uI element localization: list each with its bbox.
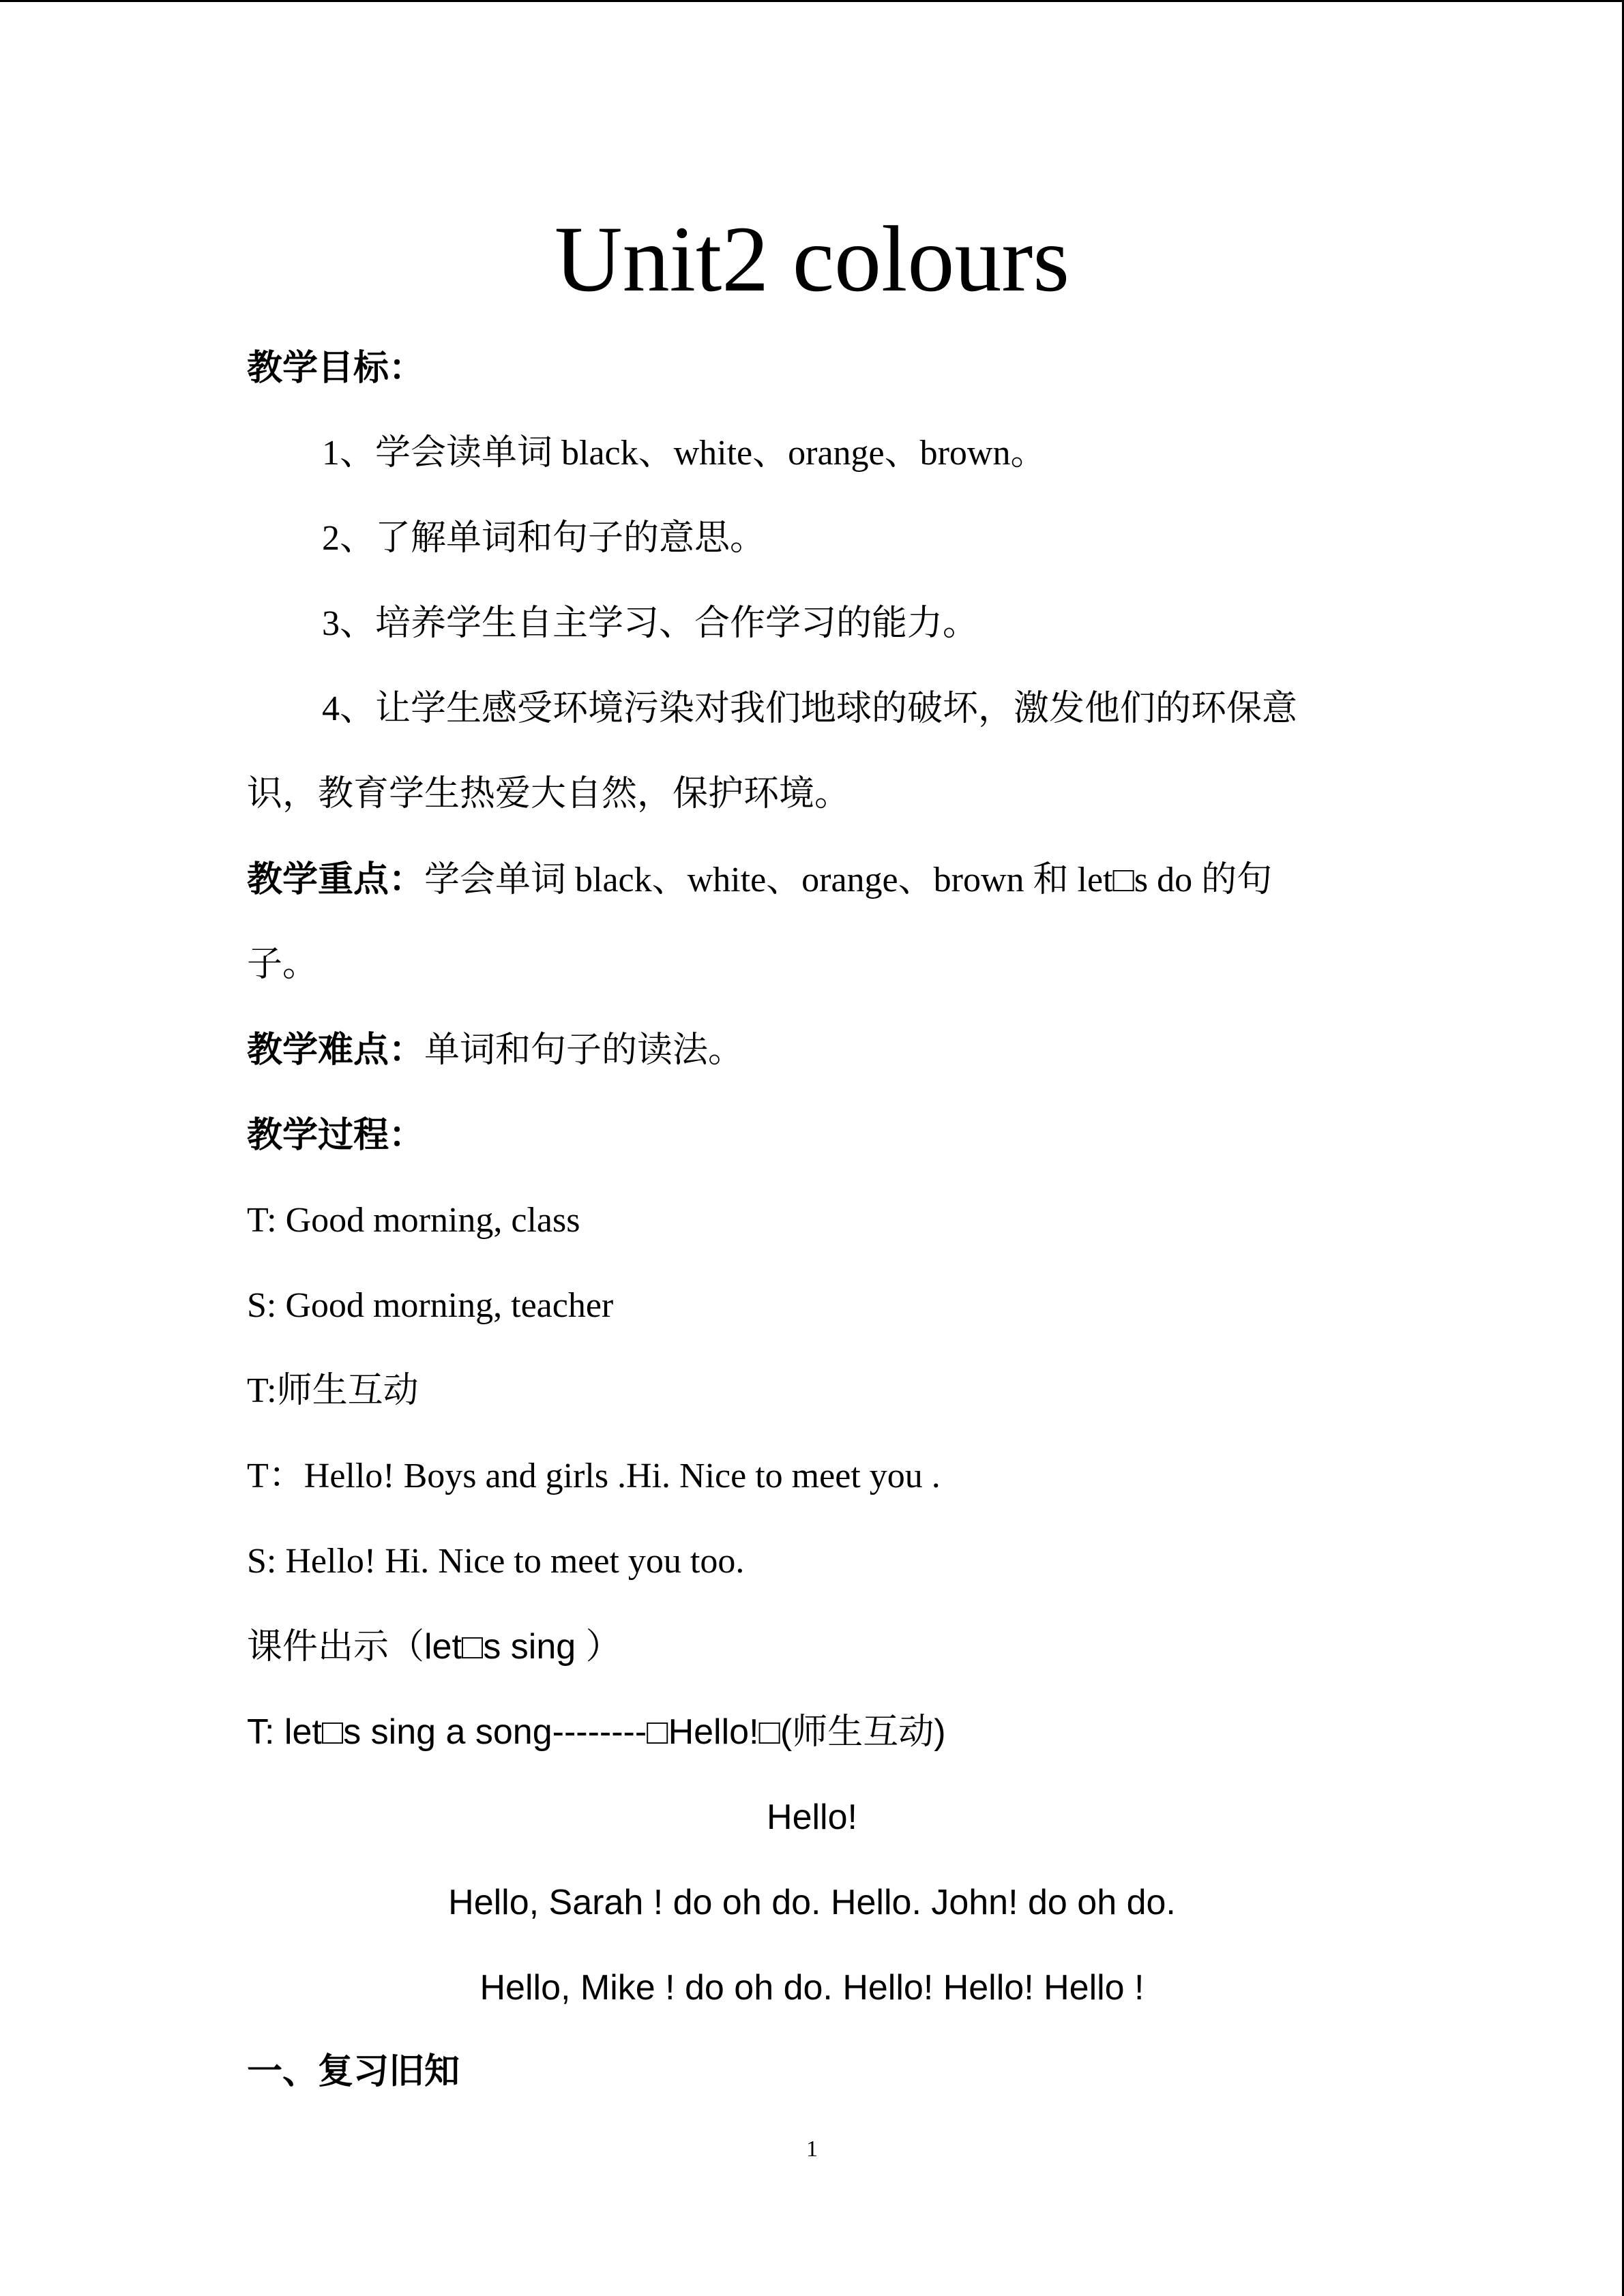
section-one-heading: 一、复习旧知 xyxy=(247,2051,460,2092)
dialogue-line-1: T: Good morning, class xyxy=(247,1201,580,1240)
objectives-heading: 教学目标： xyxy=(247,348,425,389)
difficulties-text: 单词和句子的读法。 xyxy=(424,1031,744,1070)
objective-item-2: 2、了解单词和句子的意思。 xyxy=(322,519,766,558)
dialogue-line-4: T：Hello! Boys and girls .Hi. Nice to meet you . xyxy=(247,1457,941,1495)
objective-item-1: 1、学会读单词 black、white、orange、brown。 xyxy=(322,434,1046,473)
courseware-line: 课件出示（let□s sing ） xyxy=(247,1627,621,1667)
page-top-border xyxy=(0,0,1624,2)
dialogue-line-2: S: Good morning, teacher xyxy=(247,1286,614,1325)
song-title: Hello! xyxy=(767,1798,857,1837)
key-points-text: 学会单词 black、white、orange、brown 和 let□s do 的句 xyxy=(424,861,1273,899)
objective-item-4-continued: 识，教育学生热爱大自然，保护环境。 xyxy=(247,775,851,814)
document-title: Unit2 colours xyxy=(554,207,1070,311)
song-line-2: Hello, Mike ! do oh do. Hello! Hello! Hello ! xyxy=(479,1968,1145,2008)
key-points-heading: 教学重点： xyxy=(247,859,425,900)
key-points-paragraph xyxy=(247,856,1272,904)
key-points-text-continued: 子。 xyxy=(247,945,319,984)
dialogue-line-5: S: Hello! Hi. Nice to meet you too. xyxy=(247,1542,745,1581)
page-number: 1 xyxy=(806,2136,818,2162)
song-intro-line: T: let□s sing a song--------□Hello!□(师生互动) xyxy=(247,1712,946,1752)
dialogue-line-3: T:师生互动 xyxy=(247,1371,419,1410)
objective-item-4: 4、让学生感受环境污染对我们地球的破坏，激发他们的环保意 xyxy=(322,689,1298,728)
song-line-1: Hello, Sarah ! do oh do. Hello. John! do oh do. xyxy=(448,1883,1176,1922)
process-heading: 教学过程： xyxy=(247,1115,425,1156)
difficulties-paragraph xyxy=(247,1026,743,1075)
objective-item-3: 3、培养学生自主学习、合作学习的能力。 xyxy=(322,604,979,643)
difficulties-heading: 教学难点： xyxy=(247,1030,425,1071)
